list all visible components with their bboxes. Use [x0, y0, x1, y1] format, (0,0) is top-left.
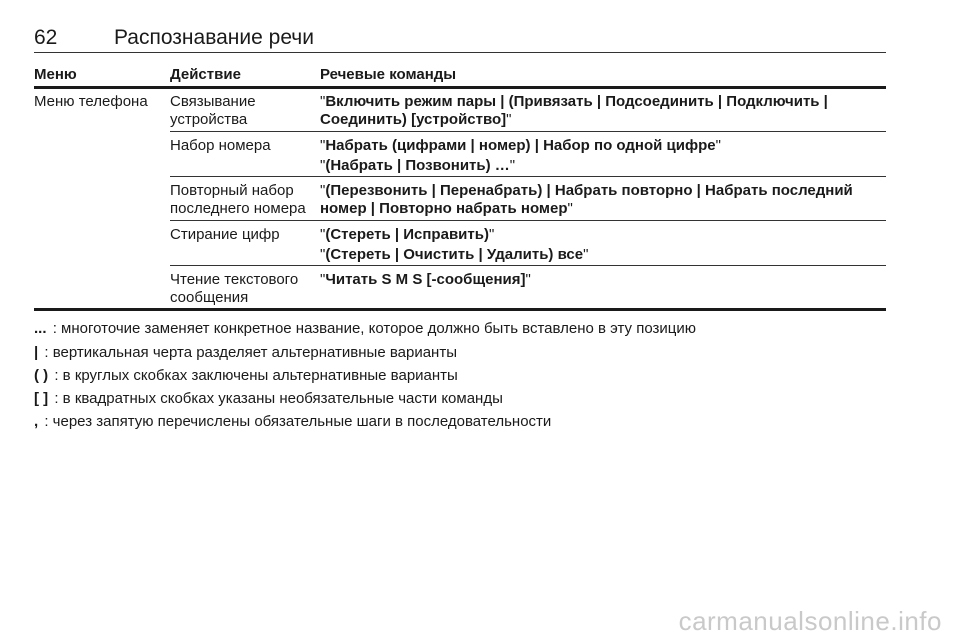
legend-note — [34, 320, 696, 337]
legend-text: : многоточие заменяет конкретное название, которое должно быть вставлено в эту позицию — [52, 320, 696, 337]
legend-symbol: ... — [34, 320, 47, 337]
action-text: Чтение текстового — [170, 271, 299, 288]
action-text: Связывание — [170, 93, 256, 110]
command-text: Набрать (цифрами | номер) | Набор по одной цифре — [325, 137, 716, 154]
action-text: Повторный набор — [170, 182, 294, 199]
command-text: номер | Повторно набрать номер — [320, 200, 568, 217]
voice-command: "(Перезвонить | Перенабрать) | Набрать повторно | Набрать последний номер | Повторно набрать номер" — [320, 182, 853, 217]
legend-text: : в квадратных скобках указаны необязательные части команды — [54, 390, 503, 407]
column-header-commands: Речевые команды — [320, 66, 457, 83]
page-header — [34, 22, 886, 53]
action-text: последнего номера — [170, 200, 306, 217]
command-text: (Стереть | Исправить) — [325, 226, 489, 243]
action-text: Набор номера — [170, 137, 271, 154]
command-text: (Перезвонить | Перенабрать) | Набрать повторно | Набрать последний — [325, 182, 853, 199]
legend-symbol: | — [34, 344, 39, 361]
voice-command: "(Стереть | Исправить)" — [320, 226, 495, 243]
legend-symbol: , — [34, 413, 39, 430]
table-row — [170, 271, 298, 307]
legend-symbol: [ ] — [34, 390, 49, 407]
table-row — [170, 226, 280, 244]
legend-note — [34, 367, 458, 384]
legend-note — [34, 413, 551, 430]
table-row — [170, 137, 271, 155]
table-top-rule — [34, 86, 886, 89]
column-header-action: Действие — [170, 66, 241, 83]
row-divider — [170, 265, 886, 266]
action-text: Стирание цифр — [170, 226, 280, 243]
voice-command: "Читать S M S [-сообщения]" — [320, 271, 531, 288]
menu-cell-phone: Меню телефона — [34, 93, 148, 110]
voice-command: "Включить режим пары | (Привязать | Подсоединить | Подключить | Соединить) [устройство]" — [320, 93, 828, 128]
row-divider — [170, 176, 886, 177]
voice-command: "(Набрать | Позвонить) …" — [320, 157, 516, 174]
table-row — [170, 93, 256, 129]
legend-note — [34, 344, 457, 361]
legend-note — [34, 390, 503, 407]
voice-command: "(Стереть | Очистить | Удалить) все" — [320, 246, 589, 263]
command-text: (Набрать | Позвонить) … — [325, 157, 510, 174]
command-text: Читать S M S [-сообщения] — [325, 271, 526, 288]
column-header-menu: Меню — [34, 66, 77, 83]
voice-command: "Набрать (цифрами | номер) | Набор по одной цифре" — [320, 137, 721, 154]
action-text: сообщения — [170, 289, 249, 306]
page-number: 62 — [34, 26, 58, 49]
legend-text: : в круглых скобках заключены альтернативные варианты — [54, 367, 458, 384]
command-text: (Стереть | Очистить | Удалить) все — [325, 246, 584, 263]
action-text: устройства — [170, 111, 248, 128]
watermark: carmanualsonline.info — [678, 606, 942, 636]
legend-text: : вертикальная черта разделяет альтернативные варианты — [44, 344, 457, 361]
row-divider — [170, 220, 886, 221]
table-bottom-rule — [34, 308, 886, 311]
table-row — [170, 182, 306, 218]
command-text: Включить режим пары | (Привязать | Подсоединить | Подключить | — [325, 93, 828, 110]
section-title: Распознавание речи — [114, 26, 314, 49]
legend-symbol: ( ) — [34, 367, 49, 384]
legend-text: : через запятую перечислены обязательные шаги в последовательности — [44, 413, 552, 430]
command-text: Соединить) [устройство] — [320, 111, 507, 128]
row-divider — [170, 131, 886, 132]
